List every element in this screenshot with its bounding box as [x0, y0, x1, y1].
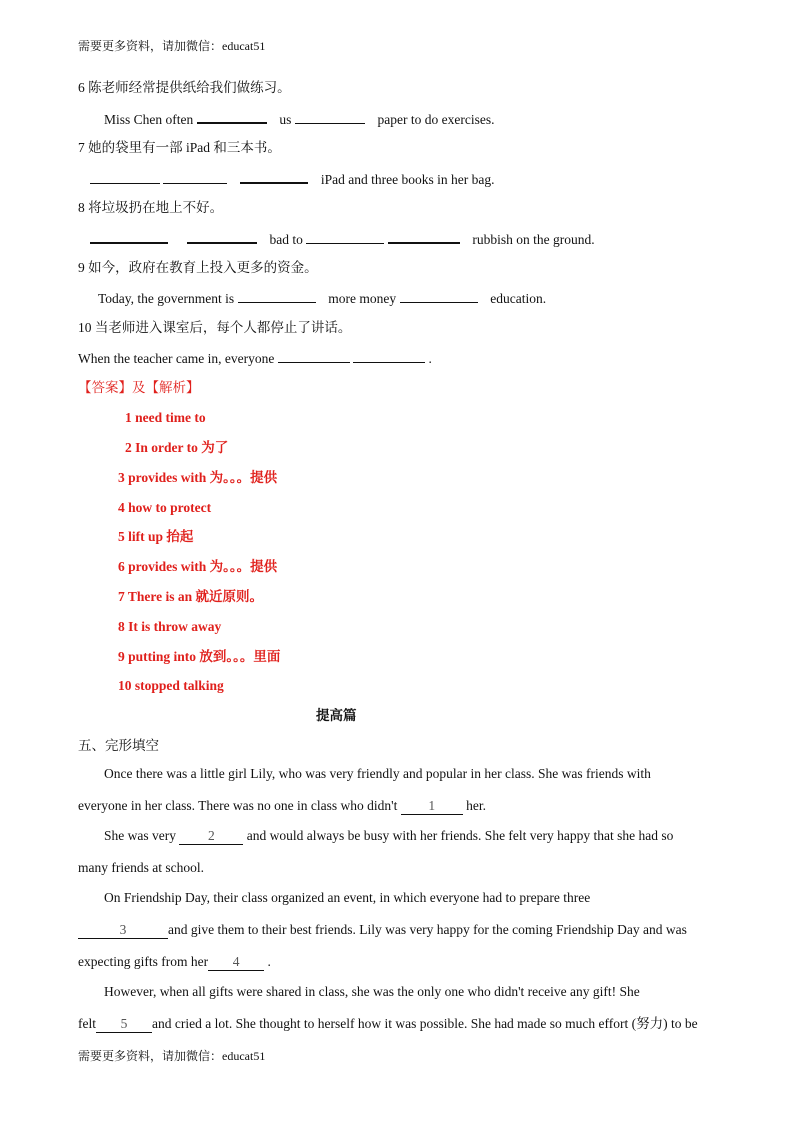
- cloze-blank-1[interactable]: 1: [401, 798, 463, 815]
- passage-text: her.: [466, 798, 486, 813]
- question-8-chinese: 8 将垃圾扔在地上不好。: [78, 200, 224, 215]
- answer-heading: 【答案】及【解析】: [78, 380, 200, 395]
- q6-text-1: Miss Chen often: [104, 112, 194, 127]
- q9-blank-1[interactable]: [238, 288, 316, 303]
- q8-blank-3[interactable]: [306, 229, 384, 244]
- question-10-chinese: 10 当老师进入课室后，每个人都停止了讲话。: [78, 320, 352, 335]
- q10-text-2: .: [428, 351, 432, 366]
- cloze-blank-4[interactable]: 4: [208, 954, 264, 971]
- question-6-english: [104, 108, 494, 130]
- passage-text: and would always be busy with her friends. She felt very happy that she had so: [246, 828, 674, 843]
- passage-line-3: [104, 826, 673, 846]
- passage-line-6: [78, 920, 687, 940]
- answer-10: 10 stopped talking: [118, 678, 224, 693]
- passage-line-9: [78, 1014, 698, 1034]
- passage-line-1: Once there was a little girl Lily, who was very friendly and popular in her class. She was friends with: [104, 766, 651, 781]
- q8-blank-4[interactable]: [388, 228, 460, 244]
- passage-text: expecting gifts from her: [78, 954, 209, 969]
- q6-text-2: us: [279, 112, 292, 127]
- q8-text-2: rubbish on the ground.: [472, 232, 595, 247]
- q7-blank-2[interactable]: [163, 169, 227, 184]
- question-10-english: [78, 348, 432, 369]
- q9-text-2: more money: [328, 291, 397, 306]
- passage-text: felt: [78, 1016, 96, 1031]
- question-6-chinese: 6 陈老师经常提供纸给我们做练习。: [78, 80, 291, 95]
- cloze-blank-2[interactable]: 2: [179, 828, 243, 845]
- passage-line-4: many friends at school.: [78, 860, 204, 875]
- passage-line-8: However, when all gifts were shared in class, she was the only one who didn't receive any gift! She: [104, 984, 640, 999]
- answer-2: 2 In order to 为了: [125, 440, 229, 455]
- q9-blank-2[interactable]: [400, 288, 478, 303]
- q7-text-1: iPad and three books in her bag.: [320, 172, 495, 187]
- q6-text-3: paper to do exercises.: [377, 112, 495, 127]
- q10-blank-1[interactable]: [278, 348, 350, 363]
- answer-6: 6 provides with 为。。。提供: [118, 559, 278, 574]
- answer-1: 1 need time to: [125, 410, 206, 425]
- answer-8: 8 It is throw away: [118, 619, 222, 634]
- answer-7: 7 There is an 就近原则。: [118, 589, 264, 604]
- passage-line-7: [78, 952, 271, 972]
- answer-5: 5 lift up 抬起: [118, 529, 194, 544]
- section-title: 提高篇: [316, 708, 357, 723]
- question-7-chinese: 7 她的袋里有一部 iPad 和三本书。: [78, 140, 281, 155]
- page-footer: 需要更多资料，请加微信：educat51: [78, 1049, 266, 1063]
- q6-blank-2[interactable]: [295, 109, 365, 124]
- q10-blank-2[interactable]: [353, 348, 425, 363]
- passage-text: .: [267, 954, 271, 969]
- q7-blank-1[interactable]: [90, 169, 160, 184]
- question-9-english: [98, 288, 546, 309]
- passage-line-2: [78, 796, 486, 816]
- q6-blank-1[interactable]: [197, 108, 267, 124]
- passage-text: and give them to their best friends. Lily was very happy for the coming Friendship Day and was: [168, 922, 687, 937]
- answer-9: 9 putting into 放到。。。里面: [118, 649, 281, 664]
- answer-4: 4 how to protect: [118, 500, 212, 515]
- question-8-english: [90, 228, 595, 250]
- cloze-blank-5[interactable]: 5: [96, 1016, 152, 1033]
- answer-3: 3 provides with 为。。。提供: [118, 470, 278, 485]
- q8-text-1: bad to: [269, 232, 303, 247]
- q9-text-3: education.: [490, 291, 547, 306]
- question-7-english: [90, 168, 494, 190]
- q8-blank-2[interactable]: [187, 228, 257, 244]
- question-9-chinese: 9 如今，政府在教育上投入更多的资金。: [78, 260, 318, 275]
- q9-text-1: Today, the government is: [98, 291, 235, 306]
- page-header: 需要更多资料，请加微信：educat51: [78, 39, 266, 53]
- q10-text-1: When the teacher came in, everyone: [78, 351, 275, 366]
- q8-blank-1[interactable]: [90, 228, 168, 244]
- section-label: 五、完形填空: [78, 738, 159, 753]
- q7-blank-3[interactable]: [240, 168, 308, 184]
- cloze-blank-3[interactable]: 3: [78, 922, 168, 939]
- passage-line-5: On Friendship Day, their class organized an event, in which everyone had to prepare three: [104, 890, 591, 905]
- passage-text: and cried a lot. She thought to herself how it was possible. She had made so much effort (努力) to be: [152, 1016, 698, 1031]
- passage-text: She was very: [104, 828, 176, 843]
- passage-text: everyone in her class. There was no one in class who didn't: [78, 798, 398, 813]
